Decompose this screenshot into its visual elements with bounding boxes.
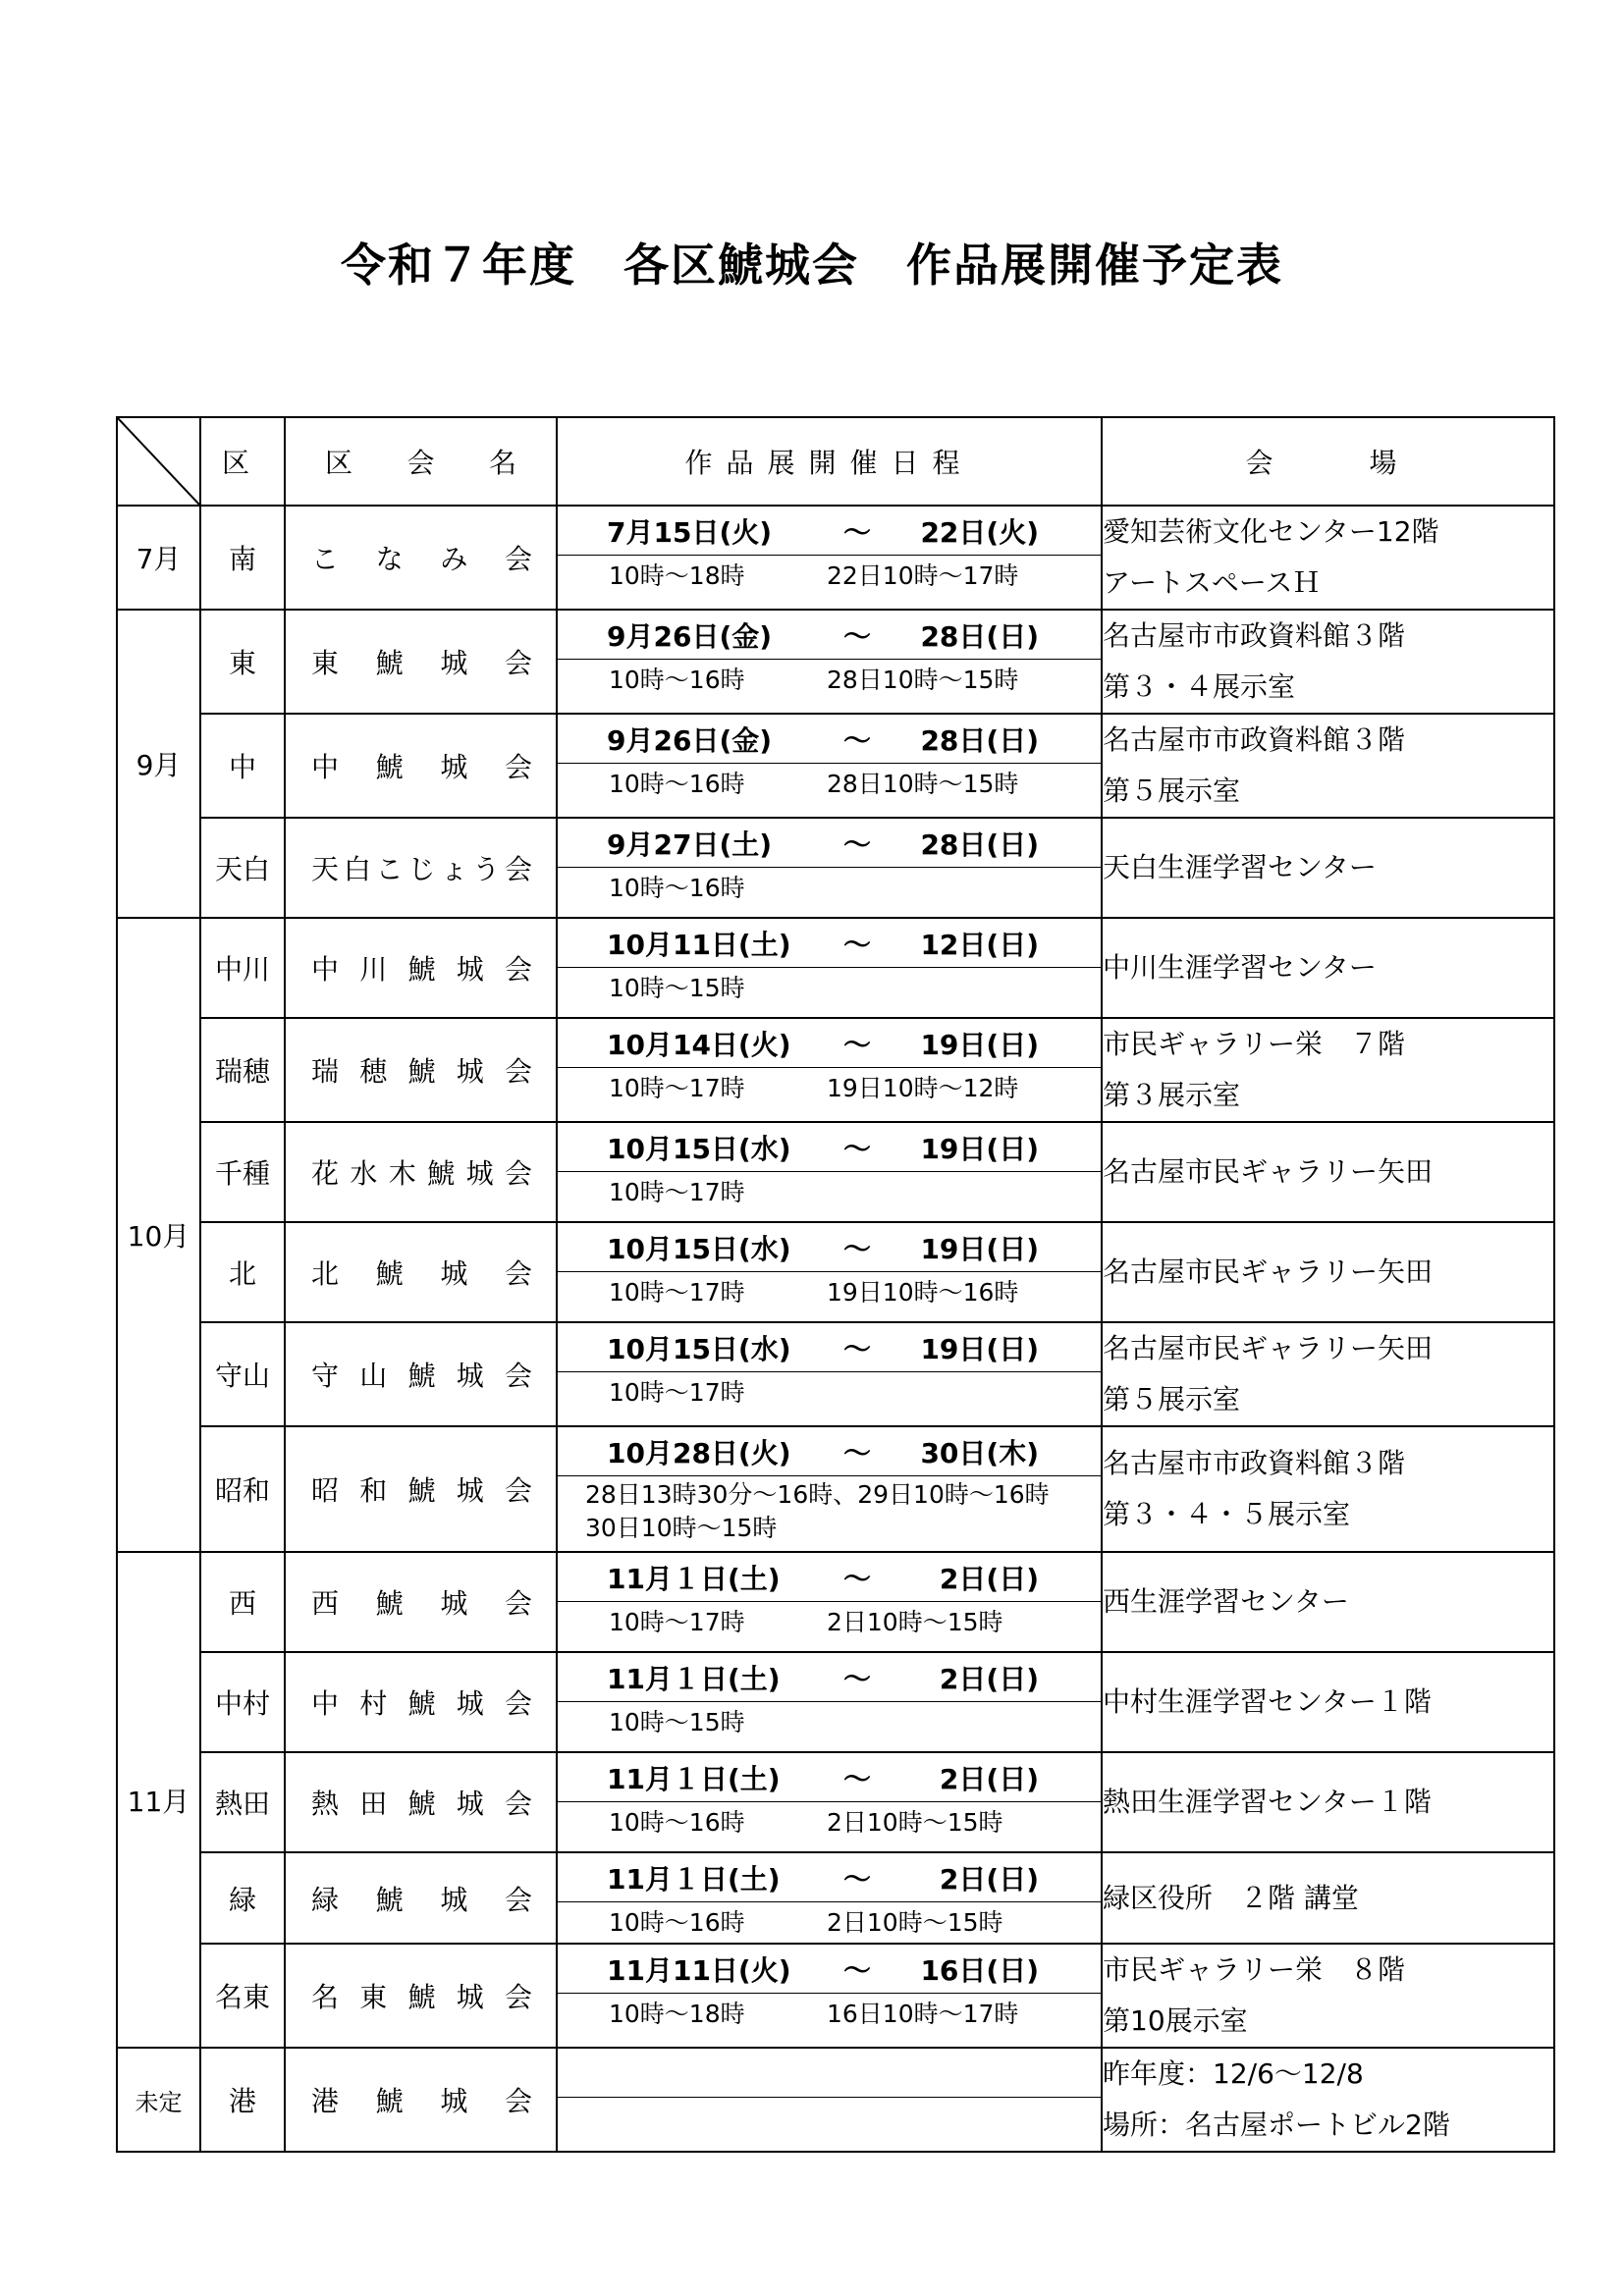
end-date: 30日(木) bbox=[920, 1436, 1039, 1469]
table-row bbox=[117, 610, 1554, 714]
table-row bbox=[117, 506, 1554, 610]
hours-last-day: 28日10時～15時 bbox=[827, 770, 1019, 798]
schedule-cell bbox=[557, 1852, 1102, 1944]
schedule-cell bbox=[557, 1944, 1102, 2048]
kai-name-cell bbox=[285, 918, 557, 1018]
venue-line: 名古屋市市政資料館３階 bbox=[1103, 723, 1406, 756]
end-date: 28日(日) bbox=[920, 828, 1039, 861]
kai-name-char: 鯱 bbox=[407, 1055, 436, 1088]
schedule-dates bbox=[558, 1427, 1101, 1476]
schedule-hours bbox=[558, 1372, 1101, 1410]
date-tilde: ～ bbox=[842, 1862, 871, 1896]
kai-name-char: 城 bbox=[456, 1687, 484, 1720]
kai-name-char: 会 bbox=[504, 1360, 532, 1392]
schedule-hours bbox=[558, 556, 1101, 593]
table-row bbox=[117, 1426, 1554, 1552]
kai-name-char: 城 bbox=[440, 751, 468, 783]
kai-name-char: 城 bbox=[456, 1981, 484, 2013]
table-row bbox=[117, 1652, 1554, 1752]
kai-name-char: 会 bbox=[504, 1687, 532, 1720]
venue-line: 緑区役所 ２階 講堂 bbox=[1103, 1881, 1359, 1914]
end-date: 2日(日) bbox=[939, 1562, 1039, 1595]
venue-cell bbox=[1102, 1944, 1554, 2048]
schedule-cell bbox=[557, 714, 1102, 818]
kai-name-char: 鯱 bbox=[375, 647, 404, 679]
kai-name-cell bbox=[285, 1852, 557, 1944]
venue-cell bbox=[1102, 1122, 1554, 1222]
kai-name-cell bbox=[285, 1552, 557, 1652]
kai-name-char: こ bbox=[311, 543, 340, 575]
kai-name-char: 東 bbox=[311, 647, 340, 679]
kai-name-char: 鯱 bbox=[375, 751, 404, 783]
start-date: 7月15日(火) bbox=[607, 515, 773, 549]
venue-cell bbox=[1102, 1222, 1554, 1322]
schedule-cell bbox=[557, 1426, 1102, 1552]
kai-name-char: 城 bbox=[440, 647, 468, 679]
date-tilde: ～ bbox=[842, 1028, 871, 1061]
kai-name-char: 田 bbox=[359, 1788, 388, 1820]
table-row bbox=[117, 818, 1554, 918]
hours-line: 28日13時30分～16時、29日10時～16時 bbox=[585, 1480, 1050, 1509]
schedule-dates bbox=[558, 611, 1101, 660]
kai-name-char: 鯱 bbox=[375, 1883, 404, 1916]
kai-name-char: 城 bbox=[456, 1055, 484, 1088]
hours-general: 10時～17時 bbox=[609, 1378, 745, 1407]
ku-cell: 瑞穂 bbox=[200, 1018, 285, 1122]
kai-name-char: 城 bbox=[440, 1587, 468, 1620]
header-schedule: 作品展開催日程 bbox=[557, 417, 1102, 506]
table-row bbox=[117, 1222, 1554, 1322]
table-row bbox=[117, 1944, 1554, 2048]
kai-name-char: 会 bbox=[504, 1981, 532, 2013]
start-date: 10月11日(土) bbox=[607, 928, 791, 961]
kai-name-char: 東 bbox=[359, 1981, 388, 2013]
kai-name-cell bbox=[285, 1752, 557, 1852]
ku-cell: 熱田 bbox=[200, 1752, 285, 1852]
kai-name-cell bbox=[285, 714, 557, 818]
kai-name-char: 会 bbox=[504, 953, 532, 986]
kai-name-char: 城 bbox=[456, 1360, 484, 1392]
table-row bbox=[117, 1752, 1554, 1852]
end-date: 19日(日) bbox=[920, 1132, 1039, 1165]
hours-general: 10時～18時 bbox=[609, 561, 745, 590]
schedule-hours bbox=[558, 1172, 1101, 1209]
schedule-cell bbox=[557, 1018, 1102, 1122]
venue-cell bbox=[1102, 1426, 1554, 1552]
schedule-dates bbox=[558, 1853, 1101, 1902]
venue-line: 第３・４展示室 bbox=[1103, 670, 1296, 703]
ku-cell: 千種 bbox=[200, 1122, 285, 1222]
hours-last-day: 19日10時～12時 bbox=[827, 1074, 1019, 1102]
date-tilde: ～ bbox=[842, 1436, 871, 1469]
ku-cell: 東 bbox=[200, 610, 285, 714]
ku-cell: 天白 bbox=[200, 818, 285, 918]
venue-line: 第５展示室 bbox=[1103, 774, 1241, 807]
venue-cell bbox=[1102, 506, 1554, 610]
kai-name-cell bbox=[285, 1222, 557, 1322]
venue-cell bbox=[1102, 918, 1554, 1018]
kai-name-char: ょ bbox=[440, 853, 468, 885]
kai-name-char: 城 bbox=[456, 1474, 484, 1507]
schedule-hours bbox=[558, 1068, 1101, 1105]
venue-cell bbox=[1102, 1652, 1554, 1752]
schedule-hours bbox=[558, 1994, 1101, 2031]
kai-name-cell bbox=[285, 1018, 557, 1122]
kai-name-char: 瑞 bbox=[311, 1055, 340, 1088]
kai-name-char: 鯱 bbox=[427, 1157, 456, 1190]
venue-line: 中村生涯学習センター１階 bbox=[1103, 1685, 1432, 1718]
schedule-dates bbox=[558, 507, 1101, 556]
schedule-dates bbox=[558, 1945, 1101, 1994]
kai-name-char: 会 bbox=[504, 1055, 532, 1088]
hours-last-day: 19日10時～16時 bbox=[827, 1278, 1019, 1307]
header-venue: 会 場 bbox=[1102, 417, 1554, 506]
start-date: 11月１日(土) bbox=[607, 1862, 781, 1896]
kai-name-char: こ bbox=[375, 853, 404, 885]
kai-name-char: 城 bbox=[440, 1257, 468, 1290]
ku-cell: 名東 bbox=[200, 1944, 285, 2048]
schedule-dates bbox=[558, 819, 1101, 868]
start-date: 9月27日(土) bbox=[607, 828, 773, 861]
kai-name-char: 城 bbox=[440, 1883, 468, 1916]
kai-name-cell bbox=[285, 1322, 557, 1426]
schedule-hours bbox=[558, 1702, 1101, 1739]
venue-line: 名古屋市民ギャラリー矢田 bbox=[1103, 1332, 1434, 1364]
header-kaimei-char: 名 bbox=[488, 447, 516, 479]
kai-name-char: 中 bbox=[311, 953, 340, 986]
hours-general: 10時～15時 bbox=[609, 1708, 745, 1736]
kai-name-char: 会 bbox=[504, 2085, 532, 2117]
month-cell: 10月 bbox=[117, 918, 200, 1552]
kai-name-char: み bbox=[440, 543, 468, 575]
end-date: 2日(日) bbox=[939, 1862, 1039, 1896]
start-date: 11月11日(火) bbox=[607, 1953, 791, 1987]
schedule-dates bbox=[558, 1223, 1101, 1272]
header-row bbox=[117, 417, 1554, 506]
venue-cell bbox=[1102, 1322, 1554, 1426]
ku-cell: 中 bbox=[200, 714, 285, 818]
kai-name-char: 熱 bbox=[311, 1788, 340, 1820]
kai-name-char: 鯱 bbox=[407, 1788, 436, 1820]
kai-name-char: 鯱 bbox=[375, 1587, 404, 1620]
schedule-hours bbox=[558, 968, 1101, 1005]
venue-line: 天白生涯学習センター bbox=[1103, 851, 1377, 883]
schedule-dates bbox=[558, 1323, 1101, 1372]
date-tilde: ～ bbox=[842, 1762, 871, 1795]
venue-cell bbox=[1102, 1018, 1554, 1122]
date-tilde: ～ bbox=[842, 828, 871, 861]
kai-name-char: 白 bbox=[343, 853, 371, 885]
schedule-cell bbox=[557, 1122, 1102, 1222]
kai-name-char: 城 bbox=[456, 953, 484, 986]
kai-name-cell bbox=[285, 1944, 557, 2048]
kai-name-char: 鯱 bbox=[407, 1981, 436, 2013]
end-date: 28日(日) bbox=[920, 619, 1039, 653]
start-date: 10月15日(水) bbox=[607, 1332, 791, 1365]
kai-name-char: 守 bbox=[311, 1360, 340, 1392]
kai-name-char: 北 bbox=[311, 1257, 340, 1290]
table-row bbox=[117, 1322, 1554, 1426]
kai-name-char: 山 bbox=[359, 1360, 388, 1392]
kai-name-char: 会 bbox=[504, 853, 532, 885]
venue-cell bbox=[1102, 714, 1554, 818]
date-tilde: ～ bbox=[842, 1562, 871, 1595]
kai-name-char: 城 bbox=[456, 1788, 484, 1820]
date-tilde: ～ bbox=[842, 928, 871, 961]
kai-name-char: 会 bbox=[504, 1883, 532, 1916]
venue-cell bbox=[1102, 610, 1554, 714]
kai-name-char: 水 bbox=[350, 1157, 378, 1190]
end-date: 2日(日) bbox=[939, 1762, 1039, 1795]
hours-general: 10時～16時 bbox=[609, 1808, 745, 1837]
empty-schedule-line bbox=[558, 2049, 1101, 2098]
schedule-table bbox=[116, 416, 1555, 2153]
header-kaimei-char: 区 bbox=[325, 447, 353, 479]
venue-line: 名古屋市民ギャラリー矢田 bbox=[1103, 1255, 1434, 1288]
hours-general: 10時～17時 bbox=[609, 1178, 745, 1206]
venue-line: 名古屋市市政資料館３階 bbox=[1103, 619, 1406, 652]
hours-last-day: 16日10時～17時 bbox=[827, 2000, 1019, 2028]
venue-cell bbox=[1102, 818, 1554, 918]
date-tilde: ～ bbox=[842, 1132, 871, 1165]
venue-line: 西生涯学習センター bbox=[1103, 1585, 1349, 1618]
schedule-cell bbox=[557, 1222, 1102, 1322]
schedule-cell bbox=[557, 918, 1102, 1018]
venue-line: 市民ギャラリー栄 ８階 bbox=[1103, 1953, 1406, 1986]
month-cell: 9月 bbox=[117, 610, 200, 918]
kai-name-char: 会 bbox=[504, 1587, 532, 1620]
kai-name-cell bbox=[285, 610, 557, 714]
date-tilde: ～ bbox=[842, 723, 871, 757]
venue-line: 名古屋市市政資料館３階 bbox=[1103, 1447, 1406, 1479]
schedule-cell bbox=[557, 1322, 1102, 1426]
start-date: 11月１日(土) bbox=[607, 1662, 781, 1695]
kai-name-char: 鯱 bbox=[375, 2085, 404, 2117]
hours-general: 10時～16時 bbox=[609, 1908, 745, 1937]
end-date: 28日(日) bbox=[920, 723, 1039, 757]
ku-cell: 西 bbox=[200, 1552, 285, 1652]
venue-line: アートスペースＨ bbox=[1103, 566, 1321, 599]
start-date: 10月15日(水) bbox=[607, 1132, 791, 1165]
venue-line: 愛知芸術文化センター12階 bbox=[1103, 515, 1439, 548]
start-date: 11月１日(土) bbox=[607, 1762, 781, 1795]
table-row bbox=[117, 1852, 1554, 1944]
venue-line: 名古屋市民ギャラリー矢田 bbox=[1103, 1155, 1434, 1188]
hours-general: 10時～16時 bbox=[609, 770, 745, 798]
date-tilde: ～ bbox=[842, 1332, 871, 1365]
hours-last-day: 22日10時～17時 bbox=[827, 561, 1019, 590]
end-date: 2日(日) bbox=[939, 1662, 1039, 1695]
hours-last-day: 2日10時～15時 bbox=[827, 1908, 1003, 1937]
schedule-dates bbox=[558, 715, 1101, 764]
kai-name-cell bbox=[285, 1652, 557, 1752]
header-kaimei bbox=[285, 417, 557, 506]
table-row bbox=[117, 2048, 1554, 2152]
header-ku: 区 bbox=[200, 417, 285, 506]
venue-line: 場所：名古屋ポートビル2階 bbox=[1103, 2109, 1450, 2141]
schedule-cell bbox=[557, 818, 1102, 918]
kai-name-char: 鯱 bbox=[407, 1687, 436, 1720]
table-row bbox=[117, 918, 1554, 1018]
venue-line: 熱田生涯学習センター１階 bbox=[1103, 1786, 1432, 1818]
kai-name-char: 村 bbox=[359, 1687, 388, 1720]
schedule-hours bbox=[558, 660, 1101, 697]
date-tilde: ～ bbox=[842, 515, 871, 549]
kai-name-cell bbox=[285, 506, 557, 610]
venue-line: 第５展示室 bbox=[1103, 1383, 1241, 1415]
venue-cell bbox=[1102, 1852, 1554, 1944]
venue-cell bbox=[1102, 1752, 1554, 1852]
start-date: 10月15日(水) bbox=[607, 1232, 791, 1265]
schedule-hours bbox=[558, 1802, 1101, 1840]
ku-cell: 昭和 bbox=[200, 1426, 285, 1552]
kai-name-char: 会 bbox=[504, 543, 532, 575]
venue-line: 第３・４・５展示室 bbox=[1103, 1498, 1351, 1530]
date-tilde: ～ bbox=[842, 619, 871, 653]
header-kaimei-char: 会 bbox=[406, 447, 435, 479]
hours-last-day: 2日10時～15時 bbox=[827, 1808, 1003, 1837]
kai-name-char: 会 bbox=[504, 1257, 532, 1290]
kai-name-char: 木 bbox=[388, 1157, 416, 1190]
date-tilde: ～ bbox=[842, 1662, 871, 1695]
hours-line: 30日10時～15時 bbox=[585, 1514, 778, 1542]
kai-name-cell bbox=[285, 2048, 557, 2152]
start-date: 9月26日(金) bbox=[607, 723, 773, 757]
start-date: 9月26日(金) bbox=[607, 619, 773, 653]
ku-cell: 守山 bbox=[200, 1322, 285, 1426]
end-date: 19日(日) bbox=[920, 1332, 1039, 1365]
month-cell: 11月 bbox=[117, 1552, 200, 2048]
ku-cell: 南 bbox=[200, 506, 285, 610]
diagonal-corner-cell bbox=[117, 417, 200, 506]
start-date: 11月１日(土) bbox=[607, 1562, 781, 1595]
schedule-dates bbox=[558, 1653, 1101, 1702]
hours-general: 10時～16時 bbox=[609, 666, 745, 694]
kai-name-char: 中 bbox=[311, 1687, 340, 1720]
kai-name-char: 会 bbox=[504, 647, 532, 679]
kai-name-char: 会 bbox=[504, 751, 532, 783]
kai-name-char: 鯱 bbox=[375, 1257, 404, 1290]
kai-name-char: 天 bbox=[311, 853, 340, 885]
kai-name-char: 城 bbox=[465, 1157, 494, 1190]
venue-line: 昨年度：12/6～12/8 bbox=[1103, 2057, 1364, 2090]
schedule-hours bbox=[558, 764, 1101, 801]
schedule-dates bbox=[558, 1553, 1101, 1602]
kai-name-char: 鯱 bbox=[407, 953, 436, 986]
end-date: 16日(日) bbox=[920, 1953, 1039, 1987]
kai-name-char: 鯱 bbox=[407, 1474, 436, 1507]
kai-name-char: 花 bbox=[311, 1157, 340, 1190]
schedule-cell bbox=[557, 506, 1102, 610]
schedule-cell bbox=[557, 1652, 1102, 1752]
schedule-cell bbox=[557, 610, 1102, 714]
hours-general: 10時～17時 bbox=[609, 1278, 745, 1307]
hours-last-day: 2日10時～15時 bbox=[827, 1608, 1003, 1636]
kai-name-char: 鯱 bbox=[407, 1360, 436, 1392]
table-row bbox=[117, 1552, 1554, 1652]
kai-name-char: 名 bbox=[311, 1981, 340, 2013]
schedule-hours bbox=[558, 1602, 1101, 1639]
kai-name-char: 中 bbox=[311, 751, 340, 783]
schedule-cell bbox=[557, 1752, 1102, 1852]
table-row bbox=[117, 1018, 1554, 1122]
month-cell: 7月 bbox=[117, 506, 200, 610]
ku-cell: 北 bbox=[200, 1222, 285, 1322]
schedule-dates bbox=[558, 1019, 1101, 1068]
start-date: 10月14日(火) bbox=[607, 1028, 791, 1061]
kai-name-char: 会 bbox=[504, 1474, 532, 1507]
date-tilde: ～ bbox=[842, 1232, 871, 1265]
schedule-hours bbox=[558, 1476, 1101, 1545]
kai-name-char: 西 bbox=[311, 1587, 340, 1620]
kai-name-cell bbox=[285, 1426, 557, 1552]
hours-general: 10時～17時 bbox=[609, 1074, 745, 1102]
kai-name-char: 緑 bbox=[311, 1883, 340, 1916]
kai-name-char: 穂 bbox=[359, 1055, 388, 1088]
ku-cell: 中川 bbox=[200, 918, 285, 1018]
kai-name-char: 昭 bbox=[311, 1474, 340, 1507]
month-cell: 未定 bbox=[117, 2048, 200, 2152]
kai-name-char: 川 bbox=[359, 953, 388, 986]
schedule-dates bbox=[558, 919, 1101, 968]
hours-last-day: 28日10時～15時 bbox=[827, 666, 1019, 694]
schedule-cell bbox=[557, 2048, 1102, 2152]
end-date: 19日(日) bbox=[920, 1028, 1039, 1061]
kai-name-cell bbox=[285, 1122, 557, 1222]
schedule-cell bbox=[557, 1552, 1102, 1652]
kai-name-char: 港 bbox=[311, 2085, 340, 2117]
table-row bbox=[117, 1122, 1554, 1222]
ku-cell: 港 bbox=[200, 2048, 285, 2152]
kai-name-char: う bbox=[472, 853, 501, 885]
hours-general: 10時～17時 bbox=[609, 1608, 745, 1636]
date-tilde: ～ bbox=[842, 1953, 871, 1987]
ku-cell: 中村 bbox=[200, 1652, 285, 1752]
ku-cell: 緑 bbox=[200, 1852, 285, 1944]
schedule-hours bbox=[558, 868, 1101, 905]
kai-name-char: 和 bbox=[359, 1474, 388, 1507]
end-date: 19日(日) bbox=[920, 1232, 1039, 1265]
end-date: 12日(日) bbox=[920, 928, 1039, 961]
start-date: 10月28日(火) bbox=[607, 1436, 791, 1469]
venue-line: 中川生涯学習センター bbox=[1103, 951, 1377, 984]
venue-cell bbox=[1102, 2048, 1554, 2152]
kai-name-char: 城 bbox=[440, 2085, 468, 2117]
end-date: 22日(火) bbox=[920, 515, 1039, 549]
schedule-hours bbox=[558, 1902, 1101, 1940]
venue-line: 市民ギャラリー栄 ７階 bbox=[1103, 1028, 1406, 1060]
kai-name-char: じ bbox=[407, 853, 436, 885]
venue-line: 第３展示室 bbox=[1103, 1079, 1241, 1111]
table-row bbox=[117, 714, 1554, 818]
venue-line: 第10展示室 bbox=[1103, 2004, 1248, 2037]
hours-general: 10時～16時 bbox=[609, 874, 745, 902]
schedule-dates bbox=[558, 1123, 1101, 1172]
hours-general: 10時～18時 bbox=[609, 2000, 745, 2028]
schedule-dates bbox=[558, 1753, 1101, 1802]
page-title: 令和７年度 各区鯱城会 作品展開催予定表 bbox=[341, 239, 1283, 292]
kai-name-char: な bbox=[375, 543, 404, 575]
venue-cell bbox=[1102, 1552, 1554, 1652]
hours-general: 10時～15時 bbox=[609, 974, 745, 1002]
kai-name-char: 会 bbox=[504, 1157, 532, 1190]
kai-name-cell bbox=[285, 818, 557, 918]
schedule-hours bbox=[558, 1272, 1101, 1309]
kai-name-char: 会 bbox=[504, 1788, 532, 1820]
